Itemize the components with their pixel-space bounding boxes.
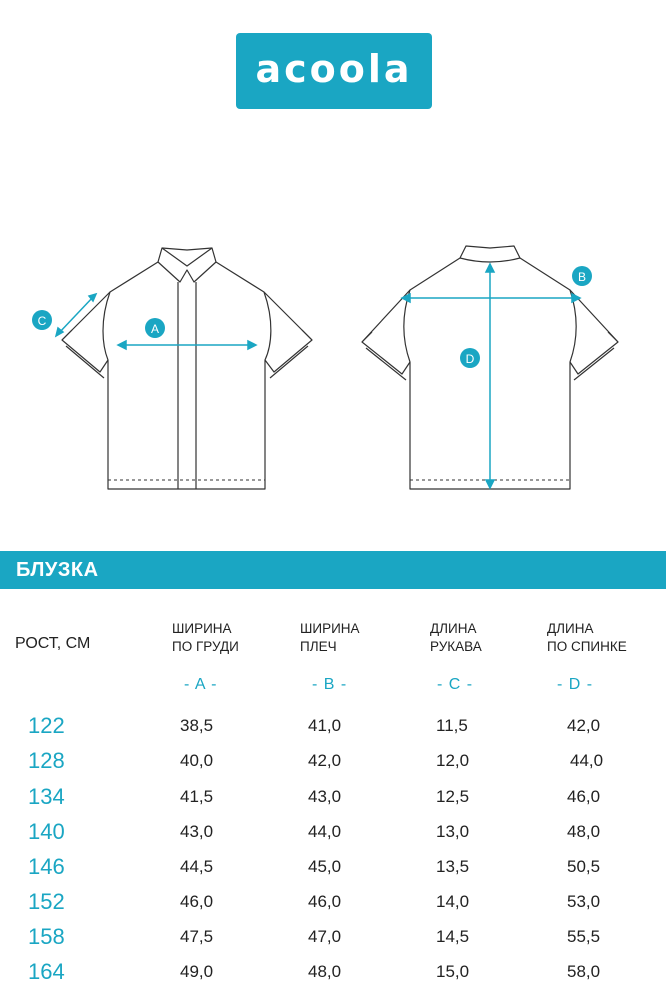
- chest-cell: 40,0: [180, 751, 214, 770]
- shoulder-cell: 48,0: [308, 962, 342, 981]
- chest-cell: 44,5: [180, 857, 214, 876]
- back-length-cell: 55,5: [567, 927, 601, 946]
- size-cell: 158: [28, 924, 65, 949]
- sleeve-cell: 12,0: [436, 751, 470, 770]
- sleeve-cell: 15,0: [436, 962, 470, 981]
- sleeve-cell: 12,5: [436, 787, 470, 806]
- sleeve-cell: 13,5: [436, 857, 470, 876]
- back-length-cell: 50,5: [567, 857, 601, 876]
- chest-cell: 38,5: [180, 716, 214, 735]
- table-row: [0, 784, 666, 819]
- table-row: [0, 854, 666, 889]
- chest-cell: 43,0: [180, 822, 214, 841]
- back-length-cell: 46,0: [567, 787, 601, 806]
- column-header-line1: ШИРИНА: [172, 621, 232, 636]
- shoulder-cell: 45,0: [308, 857, 342, 876]
- column-header-line2: РУКАВА: [430, 639, 482, 654]
- svg-text:A: A: [150, 322, 160, 336]
- column-header-line2: ПЛЕЧ: [300, 639, 337, 654]
- table-row: [0, 924, 666, 959]
- table-row: [0, 819, 666, 854]
- shoulder-cell: 43,0: [308, 787, 342, 806]
- column-header-line2: ПО СПИНКЕ: [547, 639, 627, 654]
- column-header-back-length: [547, 620, 627, 656]
- column-letter-a: - A -: [184, 676, 218, 693]
- blouse-front-drawing: [62, 248, 312, 489]
- column-letter-c: - C -: [437, 676, 474, 693]
- chest-cell: 47,5: [180, 927, 214, 946]
- size-cell: 134: [28, 784, 65, 809]
- label-c-marker: [32, 310, 52, 330]
- size-cell: 152: [28, 889, 65, 914]
- table-row: [0, 889, 666, 924]
- column-header-chest: [172, 620, 239, 656]
- brand-logo: [236, 33, 432, 109]
- table-row: [0, 959, 666, 994]
- size-cell: 122: [28, 713, 65, 738]
- product-banner: [0, 551, 666, 589]
- table-row: [0, 748, 666, 783]
- column-header-line2: ПО ГРУДИ: [172, 639, 239, 654]
- sleeve-cell: 13,0: [436, 822, 470, 841]
- column-header-line1: ШИРИНА: [300, 621, 360, 636]
- svg-text:D: D: [465, 352, 475, 366]
- label-b-marker: [572, 266, 592, 286]
- chest-cell: 41,5: [180, 787, 214, 806]
- label-a-marker: [145, 318, 165, 338]
- back-length-cell: 44,0: [570, 751, 604, 770]
- shoulder-cell: 44,0: [308, 822, 342, 841]
- sleeve-cell: 14,0: [436, 892, 470, 911]
- size-cell: 128: [28, 748, 65, 773]
- column-header-sleeve: [430, 620, 482, 656]
- table-row: [0, 713, 666, 748]
- back-length-cell: 53,0: [567, 892, 601, 911]
- size-cell: 164: [28, 959, 65, 984]
- svg-text:B: B: [577, 270, 587, 284]
- chest-cell: 46,0: [180, 892, 214, 911]
- shoulder-cell: 42,0: [308, 751, 342, 770]
- logo-text: acoola: [255, 47, 413, 91]
- label-d-marker: [460, 348, 480, 368]
- size-cell: 140: [28, 819, 65, 844]
- back-length-cell: 48,0: [567, 822, 601, 841]
- size-header: РОСТ, СМ: [15, 635, 91, 652]
- product-title: БЛУЗКА: [16, 559, 99, 581]
- column-letter-d: - D -: [557, 676, 594, 693]
- column-header-line1: ДЛИНА: [430, 621, 477, 636]
- sleeve-cell: 14,5: [436, 927, 470, 946]
- column-header-line1: ДЛИНА: [547, 621, 594, 636]
- back-length-cell: 42,0: [567, 716, 601, 735]
- shoulder-cell: 41,0: [308, 716, 342, 735]
- sleeve-cell: 11,5: [436, 716, 468, 735]
- column-header-shoulder: [300, 620, 360, 656]
- svg-text:C: C: [37, 314, 47, 328]
- shoulder-cell: 47,0: [308, 927, 342, 946]
- back-measurements: [402, 264, 580, 488]
- size-cell: 146: [28, 854, 65, 879]
- column-letter-b: - B -: [312, 676, 348, 693]
- garment-drawing: [0, 230, 666, 510]
- shoulder-cell: 46,0: [308, 892, 342, 911]
- chest-cell: 49,0: [180, 962, 214, 981]
- back-length-cell: 58,0: [567, 962, 601, 981]
